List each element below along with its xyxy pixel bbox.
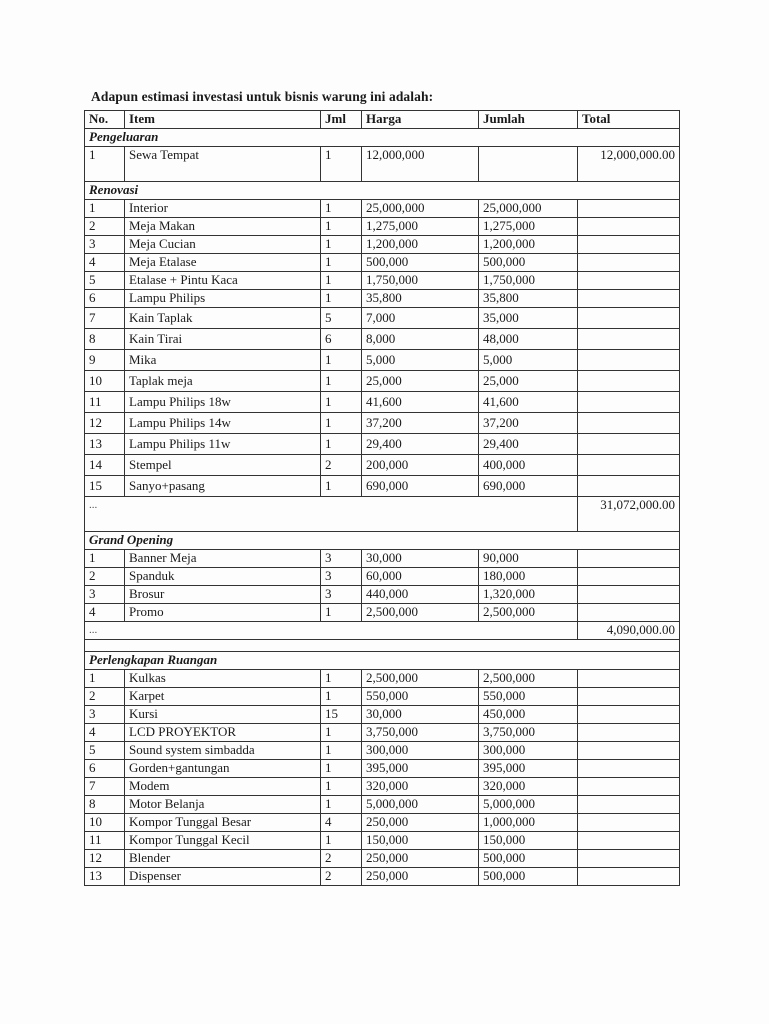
cell-harga: 35,800 xyxy=(362,290,479,308)
section-title: Pengeluaran xyxy=(85,129,680,147)
table-header-row xyxy=(85,111,680,129)
cell-total xyxy=(578,290,680,308)
cell-item: Meja Etalase xyxy=(125,254,321,272)
cell-item: Kain Tirai xyxy=(125,329,321,350)
table-row xyxy=(85,329,680,350)
cell-harga: 7,000 xyxy=(362,308,479,329)
cell-jumlah: 150,000 xyxy=(479,832,578,850)
cell-jml: 1 xyxy=(321,218,362,236)
cell-no: 13 xyxy=(85,868,125,886)
section-title: Perlengkapan Ruangan xyxy=(85,652,680,670)
table-row xyxy=(85,413,680,434)
cell-jml: 15 xyxy=(321,706,362,724)
cell-no: 11 xyxy=(85,392,125,413)
cell-jml: 1 xyxy=(321,832,362,850)
cell-harga: 550,000 xyxy=(362,688,479,706)
cell-item: Kompor Tunggal Besar xyxy=(125,814,321,832)
cell-item: Sound system simbadda xyxy=(125,742,321,760)
cell-item: Kulkas xyxy=(125,670,321,688)
cell-jml: 2 xyxy=(321,455,362,476)
cell-item: Kain Taplak xyxy=(125,308,321,329)
cell-item: Meja Makan xyxy=(125,218,321,236)
cell-no: 8 xyxy=(85,329,125,350)
cell-jumlah: 48,000 xyxy=(479,329,578,350)
cell-no: 11 xyxy=(85,832,125,850)
cell-harga: 30,000 xyxy=(362,550,479,568)
cell-total xyxy=(578,350,680,371)
cell-jml: 5 xyxy=(321,308,362,329)
cell-jml: 1 xyxy=(321,413,362,434)
header-item: Item xyxy=(125,111,321,129)
cell-total xyxy=(578,706,680,724)
cell-jumlah: 180,000 xyxy=(479,568,578,586)
cell-jml: 1 xyxy=(321,236,362,254)
subtotal-value: 31,072,000.00 xyxy=(578,497,680,532)
cell-total xyxy=(578,688,680,706)
cell-jml: 1 xyxy=(321,147,362,182)
table-row xyxy=(85,796,680,814)
cell-jumlah xyxy=(479,147,578,182)
spacer-cell xyxy=(85,640,680,652)
cell-jumlah: 5,000 xyxy=(479,350,578,371)
cell-jml: 1 xyxy=(321,371,362,392)
cell-harga: 25,000,000 xyxy=(362,200,479,218)
cell-total xyxy=(578,724,680,742)
cell-no: 13 xyxy=(85,434,125,455)
cell-total: 12,000,000.00 xyxy=(578,147,680,182)
cell-jumlah: 300,000 xyxy=(479,742,578,760)
cell-harga: 250,000 xyxy=(362,868,479,886)
cell-total xyxy=(578,742,680,760)
cell-harga: 1,200,000 xyxy=(362,236,479,254)
cell-harga: 2,500,000 xyxy=(362,670,479,688)
cell-total xyxy=(578,814,680,832)
cell-total xyxy=(578,254,680,272)
cell-jumlah: 395,000 xyxy=(479,760,578,778)
header-jumlah: Jumlah xyxy=(479,111,578,129)
cell-item: Lampu Philips 14w xyxy=(125,413,321,434)
table-row xyxy=(85,290,680,308)
table-row xyxy=(85,350,680,371)
table-row xyxy=(85,455,680,476)
cell-jml: 1 xyxy=(321,796,362,814)
table-row xyxy=(85,850,680,868)
table-body xyxy=(85,129,680,886)
table-row xyxy=(85,147,680,182)
cell-jml: 1 xyxy=(321,254,362,272)
cell-total xyxy=(578,550,680,568)
cell-item: Interior xyxy=(125,200,321,218)
cell-jml: 1 xyxy=(321,476,362,497)
header-jml: Jml xyxy=(321,111,362,129)
cell-no: 7 xyxy=(85,308,125,329)
cell-harga: 60,000 xyxy=(362,568,479,586)
cell-total xyxy=(578,868,680,886)
cell-jumlah: 1,275,000 xyxy=(479,218,578,236)
cell-harga: 250,000 xyxy=(362,814,479,832)
table-row xyxy=(85,760,680,778)
cell-jumlah: 3,750,000 xyxy=(479,724,578,742)
subtotal-row xyxy=(85,622,680,640)
cell-harga: 8,000 xyxy=(362,329,479,350)
table-row xyxy=(85,236,680,254)
cell-no: 12 xyxy=(85,413,125,434)
cell-item: Lampu Philips 11w xyxy=(125,434,321,455)
cell-no: 1 xyxy=(85,147,125,182)
cell-harga: 37,200 xyxy=(362,413,479,434)
investment-table xyxy=(84,110,680,886)
cell-total xyxy=(578,200,680,218)
table-row xyxy=(85,742,680,760)
cell-jml: 1 xyxy=(321,760,362,778)
cell-jumlah: 5,000,000 xyxy=(479,796,578,814)
cell-no: 10 xyxy=(85,371,125,392)
cell-harga: 500,000 xyxy=(362,254,479,272)
cell-jumlah: 320,000 xyxy=(479,778,578,796)
header-harga: Harga xyxy=(362,111,479,129)
cell-item: Sanyo+pasang xyxy=(125,476,321,497)
cell-jml: 3 xyxy=(321,586,362,604)
table-row xyxy=(85,586,680,604)
cell-jumlah: 1,320,000 xyxy=(479,586,578,604)
cell-harga: 395,000 xyxy=(362,760,479,778)
cell-jumlah: 29,400 xyxy=(479,434,578,455)
cell-jumlah: 500,000 xyxy=(479,868,578,886)
cell-total xyxy=(578,236,680,254)
cell-item: Gorden+gantungan xyxy=(125,760,321,778)
cell-item: LCD PROYEKTOR xyxy=(125,724,321,742)
cell-jumlah: 1,750,000 xyxy=(479,272,578,290)
cell-jml: 1 xyxy=(321,272,362,290)
cell-jumlah: 550,000 xyxy=(479,688,578,706)
cell-no: 10 xyxy=(85,814,125,832)
cell-jml: 1 xyxy=(321,670,362,688)
cell-total xyxy=(578,392,680,413)
table-row xyxy=(85,392,680,413)
cell-harga: 250,000 xyxy=(362,850,479,868)
table-row xyxy=(85,218,680,236)
cell-harga: 2,500,000 xyxy=(362,604,479,622)
section-title: Renovasi xyxy=(85,182,680,200)
cell-no: 9 xyxy=(85,350,125,371)
header-total: Total xyxy=(578,111,680,129)
table-row xyxy=(85,778,680,796)
cell-harga: 440,000 xyxy=(362,586,479,604)
cell-total xyxy=(578,329,680,350)
cell-jml: 1 xyxy=(321,290,362,308)
cell-harga: 5,000 xyxy=(362,350,479,371)
cell-harga: 29,400 xyxy=(362,434,479,455)
cell-no: 7 xyxy=(85,778,125,796)
cell-harga: 150,000 xyxy=(362,832,479,850)
header-no: No. xyxy=(85,111,125,129)
cell-item: Lampu Philips 18w xyxy=(125,392,321,413)
cell-total xyxy=(578,778,680,796)
cell-harga: 200,000 xyxy=(362,455,479,476)
cell-jml: 1 xyxy=(321,200,362,218)
table-row xyxy=(85,254,680,272)
cell-jumlah: 35,800 xyxy=(479,290,578,308)
cell-jml: 2 xyxy=(321,868,362,886)
cell-total xyxy=(578,832,680,850)
cell-item: Karpet xyxy=(125,688,321,706)
cell-item: Mika xyxy=(125,350,321,371)
cell-total xyxy=(578,850,680,868)
cell-total xyxy=(578,670,680,688)
cell-no: 1 xyxy=(85,550,125,568)
cell-harga: 690,000 xyxy=(362,476,479,497)
section-row xyxy=(85,129,680,147)
table-row xyxy=(85,604,680,622)
cell-no: 5 xyxy=(85,272,125,290)
cell-jumlah: 1,000,000 xyxy=(479,814,578,832)
cell-item: Taplak meja xyxy=(125,371,321,392)
cell-no: 2 xyxy=(85,218,125,236)
cell-jumlah: 25,000 xyxy=(479,371,578,392)
cell-total xyxy=(578,568,680,586)
cell-jumlah: 400,000 xyxy=(479,455,578,476)
cell-item: Modem xyxy=(125,778,321,796)
cell-total xyxy=(578,604,680,622)
table-row xyxy=(85,200,680,218)
cell-harga: 5,000,000 xyxy=(362,796,479,814)
cell-jumlah: 2,500,000 xyxy=(479,670,578,688)
intro-heading: Adapun estimasi investasi untuk bisnis warung ini adalah: xyxy=(91,89,434,104)
cell-jumlah: 450,000 xyxy=(479,706,578,724)
cell-item: Dispenser xyxy=(125,868,321,886)
cell-jumlah: 37,200 xyxy=(479,413,578,434)
cell-item: Stempel xyxy=(125,455,321,476)
cell-item: Brosur xyxy=(125,586,321,604)
cell-jml: 6 xyxy=(321,329,362,350)
section-row xyxy=(85,532,680,550)
table-row xyxy=(85,868,680,886)
cell-harga: 1,275,000 xyxy=(362,218,479,236)
cell-jml: 1 xyxy=(321,724,362,742)
cell-item: Kompor Tunggal Kecil xyxy=(125,832,321,850)
cell-item: Blender xyxy=(125,850,321,868)
cell-jumlah: 2,500,000 xyxy=(479,604,578,622)
cell-jumlah: 500,000 xyxy=(479,254,578,272)
cell-item: Meja Cucian xyxy=(125,236,321,254)
cell-item: Sewa Tempat xyxy=(125,147,321,182)
cell-jml: 1 xyxy=(321,688,362,706)
spacer-row xyxy=(85,640,680,652)
cell-item: Kursi xyxy=(125,706,321,724)
cell-no: 4 xyxy=(85,724,125,742)
cell-harga: 300,000 xyxy=(362,742,479,760)
section-title: Grand Opening xyxy=(85,532,680,550)
table-row xyxy=(85,550,680,568)
cell-total xyxy=(578,476,680,497)
subtotal-value: 4,090,000.00 xyxy=(578,622,680,640)
cell-harga: 30,000 xyxy=(362,706,479,724)
cell-item: Motor Belanja xyxy=(125,796,321,814)
table-row xyxy=(85,724,680,742)
subtotal-row xyxy=(85,497,680,532)
table-row xyxy=(85,688,680,706)
cell-no: 5 xyxy=(85,742,125,760)
cell-jml: 1 xyxy=(321,350,362,371)
cell-item: Etalase + Pintu Kaca xyxy=(125,272,321,290)
cell-jml: 4 xyxy=(321,814,362,832)
cell-jml: 2 xyxy=(321,850,362,868)
cell-total xyxy=(578,434,680,455)
cell-jml: 3 xyxy=(321,550,362,568)
table-row xyxy=(85,434,680,455)
cell-item: Banner Meja xyxy=(125,550,321,568)
cell-no: 14 xyxy=(85,455,125,476)
subtotal-label: ... xyxy=(85,622,578,640)
cell-item: Promo xyxy=(125,604,321,622)
cell-no: 1 xyxy=(85,670,125,688)
cell-jumlah: 1,200,000 xyxy=(479,236,578,254)
cell-no: 8 xyxy=(85,796,125,814)
cell-jumlah: 690,000 xyxy=(479,476,578,497)
cell-total xyxy=(578,760,680,778)
cell-no: 4 xyxy=(85,254,125,272)
cell-no: 3 xyxy=(85,706,125,724)
subtotal-label: ... xyxy=(85,497,578,532)
cell-total xyxy=(578,413,680,434)
cell-total xyxy=(578,796,680,814)
cell-harga: 25,000 xyxy=(362,371,479,392)
cell-no: 6 xyxy=(85,290,125,308)
cell-no: 2 xyxy=(85,568,125,586)
cell-no: 3 xyxy=(85,586,125,604)
cell-total xyxy=(578,455,680,476)
cell-no: 1 xyxy=(85,200,125,218)
table-row xyxy=(85,814,680,832)
cell-no: 2 xyxy=(85,688,125,706)
table-row xyxy=(85,371,680,392)
table-row xyxy=(85,476,680,497)
cell-no: 4 xyxy=(85,604,125,622)
cell-no: 6 xyxy=(85,760,125,778)
table-row xyxy=(85,308,680,329)
cell-harga: 1,750,000 xyxy=(362,272,479,290)
cell-jml: 1 xyxy=(321,742,362,760)
cell-jml: 1 xyxy=(321,392,362,413)
cell-jml: 3 xyxy=(321,568,362,586)
cell-item: Spanduk xyxy=(125,568,321,586)
cell-no: 12 xyxy=(85,850,125,868)
section-row xyxy=(85,182,680,200)
cell-total xyxy=(578,308,680,329)
cell-jml: 1 xyxy=(321,604,362,622)
table-row xyxy=(85,670,680,688)
cell-no: 15 xyxy=(85,476,125,497)
table-row xyxy=(85,832,680,850)
table-row xyxy=(85,272,680,290)
cell-total xyxy=(578,218,680,236)
table-row xyxy=(85,706,680,724)
cell-harga: 12,000,000 xyxy=(362,147,479,182)
cell-harga: 320,000 xyxy=(362,778,479,796)
cell-item: Lampu Philips xyxy=(125,290,321,308)
cell-no: 3 xyxy=(85,236,125,254)
cell-jumlah: 35,000 xyxy=(479,308,578,329)
cell-harga: 3,750,000 xyxy=(362,724,479,742)
cell-jumlah: 41,600 xyxy=(479,392,578,413)
cell-jumlah: 25,000,000 xyxy=(479,200,578,218)
cell-jml: 1 xyxy=(321,778,362,796)
cell-jumlah: 90,000 xyxy=(479,550,578,568)
cell-jml: 1 xyxy=(321,434,362,455)
cell-total xyxy=(578,371,680,392)
table-row xyxy=(85,568,680,586)
cell-total xyxy=(578,272,680,290)
cell-harga: 41,600 xyxy=(362,392,479,413)
cell-jumlah: 500,000 xyxy=(479,850,578,868)
section-row xyxy=(85,652,680,670)
cell-total xyxy=(578,586,680,604)
